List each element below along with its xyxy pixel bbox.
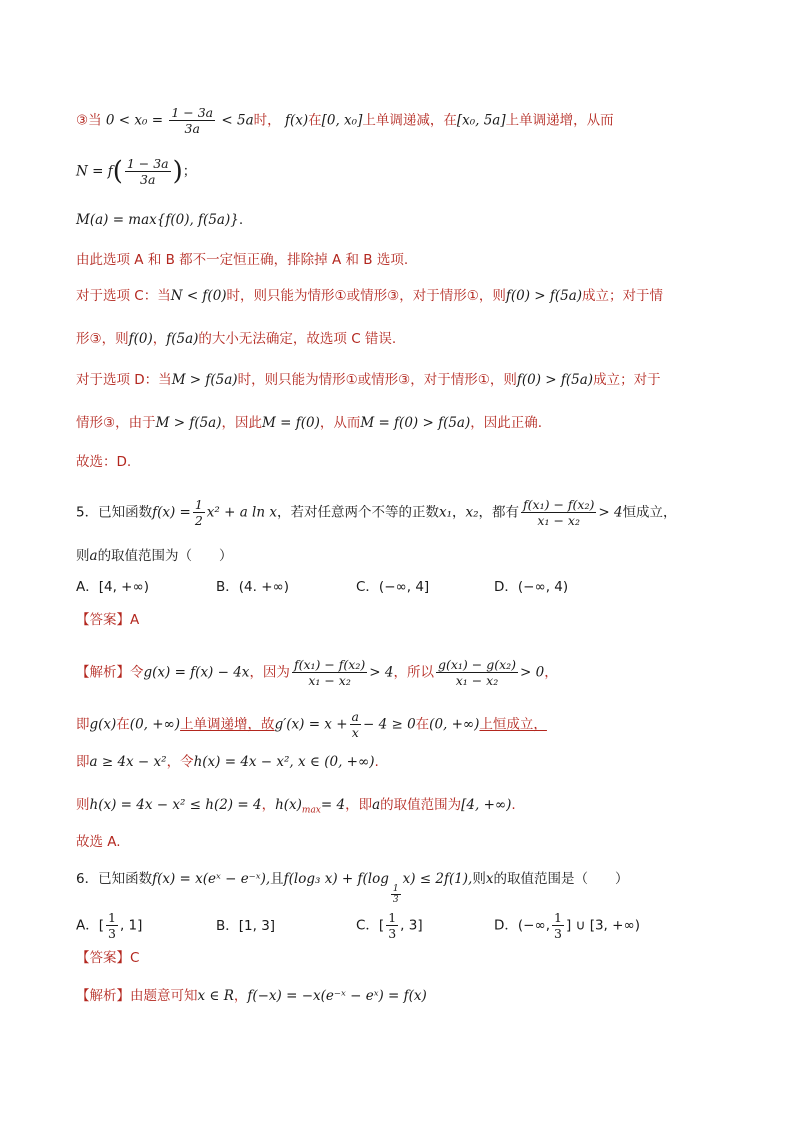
fraction-denominator: 2 (194, 513, 203, 528)
fraction-denominator: x₁ − x₂ (308, 673, 351, 688)
text: 即 (76, 716, 90, 733)
text: 的取值范围是（ ） (493, 871, 629, 887)
text: 的取值范围为 (380, 797, 462, 813)
math-n-equals: N = f (76, 163, 113, 180)
option-c-analysis-line (76, 286, 663, 306)
fraction (292, 657, 367, 688)
math-expression: M = f(0) (262, 415, 320, 431)
text: 的大小无法确定，故选项 C 错误. (198, 331, 397, 347)
math-interval: [0, x₀] (321, 112, 363, 129)
math-expression: > 4 (369, 664, 394, 681)
option-d-conclusion-line (76, 413, 542, 433)
text: ，即 (345, 797, 373, 813)
math-expression: M > f(5a) (155, 415, 222, 431)
left-paren: ( (112, 156, 123, 187)
text: 对于选项 D：当 (76, 372, 172, 388)
fraction-numerator: a (351, 709, 359, 724)
text: 在 (415, 716, 430, 733)
text: ，若对任意两个不等的正数 (276, 504, 439, 521)
math-expression: f(0) > f(5a) (505, 288, 583, 304)
fraction-denominator: 3a (184, 121, 200, 136)
math-expression: x₁ (438, 504, 453, 521)
math-interval: [x₀, 5a] (456, 112, 506, 129)
math-expression: x² + a ln x (206, 504, 277, 521)
math-expression: = 4 (320, 797, 346, 813)
text: 则 (76, 548, 90, 564)
math-expression: − 4 ≥ 0 (362, 716, 416, 733)
question-5-solution-1 (76, 657, 558, 688)
fraction-denominator: 3 (108, 926, 116, 941)
fraction (386, 910, 398, 941)
text: 上单调递减，在 (362, 112, 457, 129)
text: ； (182, 163, 197, 180)
fraction-denominator: 3 (388, 926, 397, 941)
answer-tag: 【答案】 (76, 612, 130, 628)
fraction (169, 105, 215, 136)
text: ， (544, 664, 558, 681)
fraction (521, 497, 596, 528)
math-expression: f(log₃ x) + f(log (283, 871, 389, 887)
text: ， (152, 331, 167, 347)
text: 令 (130, 664, 144, 681)
text: ，因此正确. (470, 415, 543, 431)
text: 时，则只能为情形①或情形③，对于情形①，则 (237, 372, 517, 388)
text: 成立；对于 (593, 372, 661, 388)
text: ，因为 (249, 664, 290, 681)
text: 即 (76, 754, 90, 770)
text: 上单调递增，故 (180, 716, 275, 733)
math-expression: (0, +∞) (429, 716, 480, 733)
fraction (106, 910, 118, 941)
math-expression: h(x) = 4x − x², x ∈ (0, +∞) (193, 754, 375, 770)
log-base-fraction (391, 884, 401, 905)
text: ， (261, 797, 276, 813)
question-5-answer (76, 610, 139, 630)
option-a[interactable] (76, 910, 216, 941)
fraction (125, 156, 171, 187)
math-expression: h(x) = 4x − x² ≤ h(2) = 4 (89, 797, 262, 813)
question-5-options (76, 577, 568, 597)
text: 在 (308, 112, 322, 129)
answer-value: A (130, 612, 140, 628)
fraction (552, 910, 564, 941)
text: 则 (76, 797, 90, 813)
fraction-denominator: 3 (554, 926, 562, 941)
question-5-solution-4 (76, 795, 516, 821)
question-5-solution-2 (76, 709, 547, 740)
question-6-options (76, 910, 640, 941)
text: . (374, 754, 379, 770)
fraction-denominator: x (351, 725, 359, 740)
text: 则 (472, 871, 486, 887)
fraction-numerator: 1 − 3a (171, 105, 214, 120)
text: 成立；对于情 (582, 288, 664, 304)
fraction-numerator: f(x₁) − f(x₂) (293, 657, 366, 672)
math-expression: [4, +∞) (461, 797, 512, 813)
question-5-prompt (76, 546, 233, 566)
math-expression: f(0) (128, 331, 153, 347)
text: ， (452, 504, 466, 521)
case3-condition-line (76, 105, 614, 136)
math-expression: f(x) = x(eˣ − e⁻ˣ), (152, 871, 271, 887)
circled-three: ③ (76, 112, 89, 129)
text: ，因此 (221, 415, 262, 431)
text: . (238, 212, 244, 228)
text: 时，则只能为情形①或情形③，对于情形①，则 (226, 288, 506, 304)
text: A．[ (76, 917, 105, 934)
math-expression: (0, +∞) (129, 716, 181, 733)
math-variable: a (89, 548, 98, 564)
question-5-solution-3 (76, 752, 379, 772)
text: ，都有 (478, 504, 520, 521)
math-variable: a (372, 797, 381, 813)
math-expression: f(x) = (152, 504, 191, 521)
m-definition-line (76, 210, 243, 230)
fraction (436, 657, 518, 688)
question-6-answer (76, 948, 139, 968)
math-expression: g(x) (89, 716, 117, 733)
fraction-numerator: g(x₁) − g(x₂) (437, 657, 517, 672)
math-expression: f(0) > f(5a) (516, 372, 594, 388)
math-expression: N < f(0) (170, 288, 227, 304)
conclusion-line: 由此选项 A 和 B 都不一定恒正确，排除掉 A 和 B 选项. (76, 252, 409, 268)
fraction-numerator: 1 (194, 497, 203, 512)
text: 时， (253, 112, 281, 129)
math-inequality-post: < 5a (221, 112, 254, 129)
option-d[interactable]: D．(−∞, 4) (494, 579, 569, 595)
math-expression: h(x) (275, 797, 302, 813)
answer-choice-line: 故选：D. (76, 454, 132, 470)
option-c[interactable]: C．(−∞, 4] (356, 579, 430, 595)
question-6-stem (76, 869, 628, 905)
text: . (511, 797, 516, 813)
question-5-stem (76, 497, 677, 528)
text: 形③，则 (76, 331, 129, 347)
answer-value: C (130, 950, 140, 966)
text: 上单调递增，从而 (505, 112, 614, 129)
text: 对于选项 C：当 (76, 288, 171, 304)
option-c-conclusion-line (76, 329, 396, 349)
n-definition-line (76, 156, 196, 187)
text: 上恒成立， (479, 716, 547, 733)
text: 由题意可知 (130, 988, 198, 1004)
math-expression: > 0 (520, 664, 545, 681)
text: 恒成立， (622, 504, 677, 521)
option-b[interactable]: B．(4. +∞) (216, 579, 290, 595)
fraction (350, 709, 361, 740)
fraction-denominator: 3a (140, 172, 156, 187)
math-expression: x ∈ R (197, 988, 234, 1004)
subscript-max: max (301, 805, 321, 816)
answer-tag: 【答案】 (76, 950, 130, 966)
text: 当 (88, 112, 102, 129)
text: 情形③，由于 (76, 415, 156, 431)
text: ] ∪ [3, +∞) (565, 917, 640, 934)
option-c[interactable] (356, 910, 494, 941)
math-expression: > 4 (598, 504, 623, 521)
text: 5．已知函数 (76, 504, 153, 521)
math-variable: x (485, 871, 494, 887)
math-expression: f(5a) (166, 331, 199, 347)
text: D．(−∞, (494, 917, 551, 934)
math-expression: g(x) = f(x) − 4x (143, 664, 250, 681)
option-d-analysis-line (76, 370, 661, 390)
analysis-tag: 【解析】 (76, 988, 130, 1004)
fraction-denominator: x₁ − x₂ (455, 673, 499, 688)
text: 的取值范围为（ ） (97, 548, 233, 564)
fraction-denominator: x₁ − x₂ (537, 513, 580, 528)
text: , 3] (400, 917, 423, 934)
math-expression: x) ≤ 2f(1), (402, 871, 473, 887)
math-expression: M > f(5a) (171, 372, 238, 388)
question-6-solution-1 (76, 986, 427, 1006)
fraction-numerator: 1 (108, 910, 116, 925)
math-expression: x₂ (465, 504, 479, 521)
math-expression: f(−x) = −x(e⁻ˣ − eˣ) = f(x) (247, 988, 427, 1004)
fraction-denominator: 3 (392, 895, 399, 905)
right-paren: ) (172, 156, 183, 187)
fraction-numerator: 1 (554, 910, 562, 925)
math-expression: a ≥ 4x − x² (89, 754, 167, 770)
fraction-numerator: f(x₁) − f(x₂) (523, 497, 595, 512)
fraction-numerator: 1 (392, 884, 399, 894)
math-expression: M(a) = max{f(0), f(5a)} (76, 212, 239, 228)
text: 在 (116, 716, 130, 733)
analysis-tag: 【解析】 (76, 664, 130, 681)
text: ，令 (166, 754, 194, 770)
fraction-numerator: 1 (388, 910, 397, 925)
math-inequality-pre: 0 < x₀ = (105, 112, 164, 129)
text: ，所以 (393, 664, 434, 681)
text: C．[ (356, 917, 385, 934)
text: 6．已知函数 (76, 871, 153, 887)
option-a[interactable]: A．[4, +∞) (76, 579, 149, 595)
question-5-final: 故选 A. (76, 834, 121, 850)
option-d[interactable] (494, 910, 640, 941)
text: , 1] (119, 917, 143, 934)
option-b[interactable]: B．[1, 3] (216, 917, 276, 934)
math-expression: M = f(0) > f(5a) (360, 415, 471, 431)
text: ， (233, 988, 248, 1004)
math-expression: g′(x) = x + (274, 716, 348, 733)
text: ，从而 (319, 415, 361, 431)
fraction-numerator: 1 − 3a (126, 156, 169, 171)
math-fx: f(x) (284, 112, 309, 129)
text: 且 (270, 871, 284, 887)
fraction (193, 497, 205, 528)
